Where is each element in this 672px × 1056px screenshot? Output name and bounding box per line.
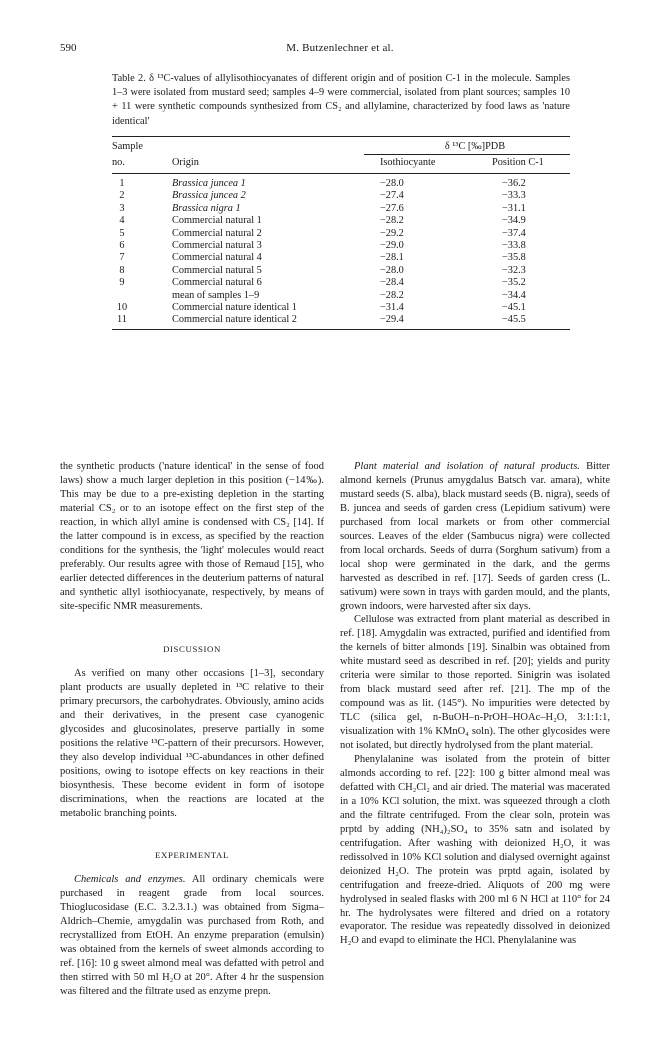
cell-position-c1: −33.3: [502, 190, 526, 202]
header-position-c1: Position C-1: [492, 157, 544, 168]
cell-isothiocyanate: −27.4: [380, 190, 404, 202]
page-header: [60, 42, 620, 58]
cell-isothiocyanate: −29.2: [380, 227, 404, 239]
cell-sample-no: 5: [119, 227, 125, 239]
cell-position-c1: −36.2: [502, 178, 526, 189]
table-row: [112, 240, 570, 252]
cell-isothiocyanate: −28.2: [380, 289, 404, 301]
table-row: [112, 252, 570, 264]
cell-origin: Brassica juncea 2: [172, 190, 246, 202]
paragraph: Cellulose was extracted from plant material as described in ref. [18]. Amygdalin was extracted, purified and identified from the kernels of bitter almonds [19]. Sinalbin was obtained from white mustard seed as described in ref. [20]; yields and purity criteria were similar to those reported. Sinigrin was isolated from black mustard seed after ref. [21]. The mp of the compound was as lit. (145°). No impurities were detected by TLC (silica gel, n-BuOH–n-PrOH–HOAc–H₂O, 3:1:1:1, visualization with 1% KMnO₄ soln). The other glycosides were not isolated, but directly hydrolysed from the plant material.: [340, 614, 610, 752]
cell-isothiocyanate: −28.2: [380, 215, 404, 227]
cell-sample-no: 11: [117, 314, 127, 326]
cell-position-c1: −34.4: [502, 289, 526, 301]
cell-origin: Commercial nature identical 1: [172, 302, 297, 313]
cell-origin: Commercial natural 4: [172, 252, 262, 264]
table-row: [112, 190, 570, 202]
table-row: [112, 178, 570, 190]
paragraph: the synthetic products ('nature identical' in the sense of food laws) show a much larger depletion in this position (−14‰). This may be due to a pre-existing depletion in the starting material CS₂ or to an isotope effect on the first step of the reaction, in which allyl amine is condensed with CS₂ [14]. If the latter compound is in excess, as specified by the reaction conditions for the synthesis, the 'light' molecules would react preferably. Our results agree with those of Remaud [15], who earlier detected differences in the deuterium patterns of natural and synthetic allyl isothiocyanate, respectively, by means of site-specific NMR measurements.: [60, 461, 324, 612]
cell-position-c1: −31.1: [502, 202, 526, 214]
table-row: [112, 290, 570, 302]
cell-position-c1: −35.2: [502, 277, 526, 289]
cell-sample-no: 2: [119, 190, 125, 202]
cell-isothiocyanate: −29.4: [380, 314, 404, 326]
running-head: M. Butzenlechner et al.: [286, 42, 394, 54]
cell-origin: Commercial natural 3: [172, 240, 262, 251]
cell-sample-no: 9: [119, 277, 125, 289]
cell-position-c1: −34.9: [502, 215, 526, 227]
cell-sample-no: 4: [119, 215, 125, 227]
cell-position-c1: −35.8: [502, 252, 526, 264]
header-sample: Sample: [112, 141, 143, 152]
cell-sample-no: 1: [119, 178, 125, 189]
cell-sample-no: 7: [119, 252, 125, 264]
cell-origin: Brassica juncea 1: [172, 178, 246, 189]
cell-position-c1: −37.4: [502, 227, 526, 239]
table-row: [112, 203, 570, 215]
paragraph: Phenylalanine was isolated from the protein of bitter almonds according to ref. [22]: 100 g bitter almond meal was defatted with CH₂Cl₂ and air dried. The material was macerated in a 10% KCl solution, the mixt. was squeezed through a cloth and the filtrate centrifuged. From the clear soln, protein was prptd by adding (NH₄)₂SO₄ to 35% satn and isolated by centrifugation. After washing with deionized H₂O, it was redissolved in 10% KCl solution and dialysed overnight against deionized H₂O. The protein was prptd again, isolated by centrifugation and freeze-dried. Aliquots of 200 mg were hydrolysed in sealed flasks with 200 ml 6 N HCl at 110° for 24 hr. The hydrolysates were filtered and dried on a rotatory evaporator. The residue was repeatedly dissolved in deionized H₂O and evapd to eliminate the HCl. Phenylalanine was: [340, 754, 610, 947]
paragraph: [340, 460, 610, 613]
section-heading-experimental: EXPERIMENTAL: [155, 849, 229, 860]
table-row: [112, 277, 570, 289]
paragraph: [60, 873, 324, 999]
table-row: [112, 314, 570, 326]
header-origin: Origin: [172, 157, 199, 168]
cell-origin: mean of samples 1–9: [172, 289, 260, 301]
cell-isothiocyanate: −29.0: [380, 240, 404, 251]
paragraph: As verified on many other occasions [1–3], secondary plant products are usually depleted in ¹³C relative to their primary precursors, the carbohydrates. Obviously, amino acids and their derivatives, in the present case cyanogenic glycosides and glucosinolates, preserve partially in some positions the relative ¹³C-pattern of their precursors. However, they also develop individual ¹³C-abundances in other defined positions, owing to isotope effects on key reactions in their biosynthesis. These become evident in form of isotope discriminations, when the reactions are located at the metabolic branching points.: [60, 668, 324, 819]
cell-isothiocyanate: −31.4: [380, 302, 404, 313]
table-row: [112, 265, 570, 277]
run-in-heading: Chemicals and enzymes.: [74, 873, 186, 885]
cell-origin: Brassica nigra 1: [172, 202, 241, 214]
cell-position-c1: −45.1: [502, 302, 526, 313]
section-heading-discussion: DISCUSSION: [163, 644, 221, 655]
cell-isothiocyanate: −27.6: [380, 202, 404, 214]
table-row: [112, 302, 570, 314]
cell-origin: Commercial natural 6: [172, 277, 262, 289]
right-column: [340, 460, 610, 948]
cell-position-c1: −45.5: [502, 314, 526, 326]
cell-origin: Commercial natural 5: [172, 264, 262, 276]
left-column: [60, 460, 324, 998]
cell-origin: Commercial nature identical 2: [172, 314, 297, 326]
cell-sample-no: 3: [119, 202, 125, 214]
cell-sample-no: 6: [119, 240, 125, 251]
page-number: 590: [60, 42, 77, 54]
cell-isothiocyanate: −28.0: [380, 264, 404, 276]
header-sample-no: no.: [112, 157, 125, 168]
cell-position-c1: −32.3: [502, 264, 526, 276]
cell-origin: Commercial natural 1: [172, 215, 262, 227]
header-delta: δ ¹³C [‰]PDB: [444, 141, 506, 152]
cell-isothiocyanate: −28.4: [380, 277, 404, 289]
cell-position-c1: −33.8: [502, 240, 526, 251]
table-caption: Table 2. δ ¹³C-values of allylisothiocyanates of different origin and of position C-1 in the molecule. Samples 1–3 were isolated from mustard seed; samples 4–9 were commercial, isolated from plant sources; samples 10 + 11 were synthetic compounds synthesized from CS₂ and allylamine, characterized by food laws as 'nature identical': [112, 73, 570, 127]
cell-isothiocyanate: −28.0: [380, 178, 404, 189]
cell-sample-no: 10: [116, 302, 128, 313]
paragraph-text: All ordinary chemicals were purchased in reagent grade from local sources. Thioglucosidase (E.C. 3.2.3.1.) was obtained from Sigma–Aldrich–Chemie, amygdalin was purchased from Roth, and recrystallized from EtOH. An enzyme preparation (emulsin) was obtained from the kernels of sweet almonds according to ref. [16]: 10 g sweet almond meal was defatted with petrol and then stirred with 50 ml H₂O at 20°. After 4 hr the suspension was filtered and the filtrate used as enzyme prepn.: [60, 873, 324, 997]
run-in-heading: Plant material and isolation of natural products.: [354, 461, 580, 472]
header-isothiocyanate: Isothiocyante: [380, 157, 436, 168]
paragraph-text: Bitter almond kernels (Prunus amygdalus Batsch var. amara), white mustard seeds (S. alba), black mustard seeds (B. nigra), seeds of B. juncea and seeds of garden cress (Lepidium sativum) were purchased from local markets or from other commercial sources. Leaves of the elder (Sambucus nigra) were collected from local orchards. Seeds of durra (Sorghum sativum) from a local shop were germinated in the dark, and the germs harvested as described in ref. [17]. Seeds of garden cress (L. sativum) were sown in trays with garden mould, and the plants, grown indoors, were harvested after six days.: [340, 461, 611, 612]
cell-origin: Commercial natural 2: [172, 227, 262, 239]
table-row: [112, 215, 570, 227]
cell-isothiocyanate: −28.1: [380, 252, 404, 264]
cell-sample-no: 8: [119, 264, 125, 276]
table-row: [112, 228, 570, 240]
